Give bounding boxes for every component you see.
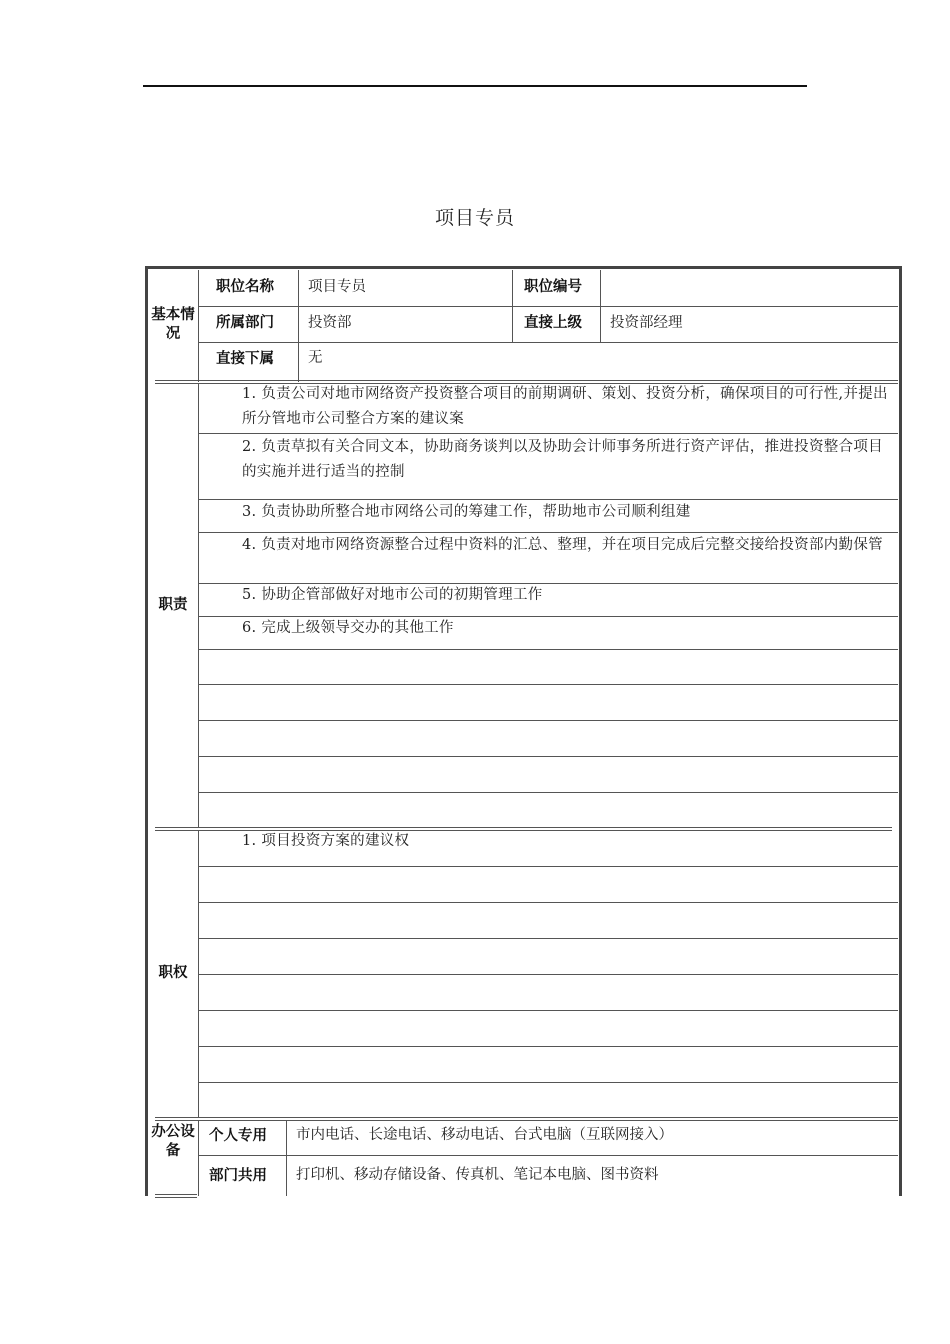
shared-equipment-label: 部门共用: [209, 1168, 267, 1184]
header-rule: [143, 85, 807, 87]
page-title: 项目专员: [434, 207, 515, 229]
superior-value: 投资部经理: [610, 315, 683, 331]
duty-item: 6. 完成上级领导交办的其他工作: [242, 620, 454, 636]
authority-item: 1. 项目投资方案的建议权: [242, 833, 410, 849]
department-label: 所属部门: [216, 315, 274, 331]
section-label-authority: 职权: [158, 964, 188, 981]
personal-equipment-value: 市内电话、长途电话、移动电话、台式电脑（互联网接入）: [296, 1127, 673, 1143]
duty-item: 5. 协助企管部做好对地市公司的初期管理工作: [242, 587, 543, 603]
subordinate-label: 直接下属: [216, 351, 274, 367]
department-value: 投资部: [308, 315, 352, 331]
duty-item: 4. 负责对地市网络资源整合过程中资料的汇总、整理，并在项目完成后完整交接给投资部内勤保管: [242, 537, 883, 553]
section-label-equipment: 办公设备: [151, 1124, 195, 1159]
duty-item: 3. 负责协助所整合地市网络公司的筹建工作，帮助地市公司顺利组建: [242, 504, 691, 520]
position-name-value: 项目专员: [308, 279, 366, 295]
superior-label: 直接上级: [524, 315, 582, 331]
personal-equipment-label: 个人专用: [209, 1128, 267, 1144]
position-name-label: 职位名称: [216, 279, 274, 295]
duty-item: 2. 负责草拟有关合同文本，协助商务谈判以及协助会计师事务所进行资产评估，推进投资整合项目的实施并进行适当的控制: [242, 439, 883, 480]
subordinate-value: 无: [308, 350, 323, 366]
section-label-basic: 基本情况: [151, 307, 195, 342]
duty-item: 1. 负责公司对地市网络资产投资整合项目的前期调研、策划、投资分析，确保项目的可行性,并提出所分管地市公司整合方案的建议案: [242, 386, 888, 427]
shared-equipment-value: 打印机、移动存储设备、传真机、笔记本电脑、图书资料: [296, 1167, 659, 1183]
position-code-label: 职位编号: [524, 279, 582, 295]
section-label-duties: 职责: [158, 596, 188, 613]
